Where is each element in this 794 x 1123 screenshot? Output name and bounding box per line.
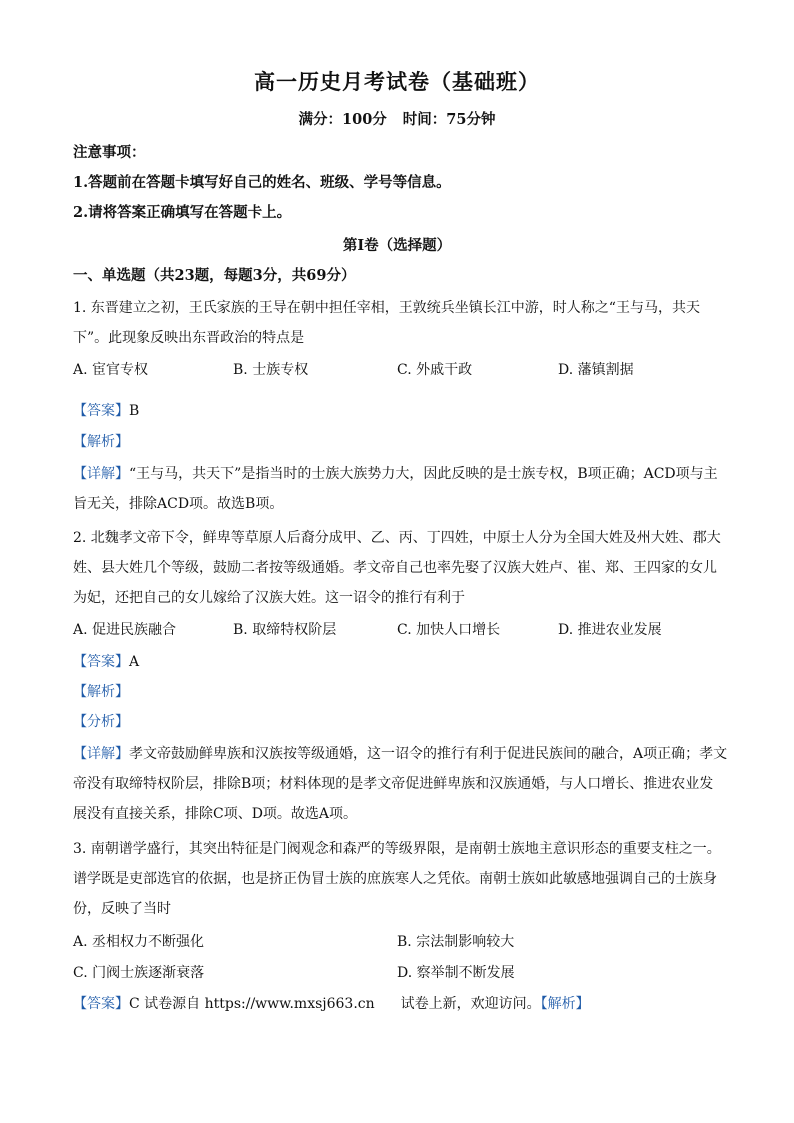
question-2-option-b: B. 取缔特权阶层 [233,622,337,638]
question-3-line-2: 谱学既是吏部选官的依据，也是挤正伪冒士族的庶族寒人之凭依。南朝士族如此敏感地强调自己的士族身 [73,871,717,887]
question-2-line-1: 2. 北魏孝文帝下令，鲜卑等草原人后裔分成甲、乙、丙、丁四姓，中原士人分为全国大姓及州大姓、郡大 [73,530,721,546]
question-2-option-c: C. 加快人口增长 [397,622,501,638]
notice-item-2: 2.请将答案正确填写在答题卡上。 [73,204,292,221]
question-3-option-a: A. 丞相权力不断强化 [73,934,205,950]
page-title: 高一历史月考试卷（基础班） [254,69,540,94]
question-2-option-d: D. 推进农业发展 [558,622,662,638]
question-2-answer [73,651,139,671]
question-2-line-2: 姓、县大姓几个等级，鼓励二者按等级通婚。孝文帝自己也率先娶了汉族大姓卢、崔、郑、王四家的女儿 [73,560,717,576]
question-2-detail-line-2: 帝没有取缔特权阶层，排除B项；材料体现的是孝文帝促进鲜卑族和汉族通婚，与人口增长、推进农业发 [73,776,714,792]
question-1-detail-line-1 [73,463,718,483]
site-notice-text: 试卷上新，欢迎访问。 [400,996,541,1012]
question-3-option-c: C. 门阀士族逐渐衰落 [73,965,205,981]
notice-heading: 注意事项： [73,144,146,161]
score-label: 满分：100分 [298,111,387,128]
question-3-answer [73,993,590,1013]
question-2-analysis [73,681,129,701]
answer-tag: 【答案】 [73,996,129,1012]
question-1-option-b: B. 士族专权 [233,362,309,378]
answer-source-text: C 试卷源自 https://www.mxsj663.cn [129,996,375,1012]
question-3-option-b: B. 宗法制影响较大 [397,934,515,950]
answer-value: B [129,403,140,419]
detail-text: 孝文帝鼓励鲜卑族和汉族按等级通婚，这一诏令的推行有利于促进民族间的融合，A项正确；孝文 [129,746,728,762]
question-2-detail-line-1 [73,743,727,763]
detail-tag: 【详解】 [73,746,129,762]
question-2-line-3: 为妃，还把自己的女儿嫁给了汉族大姓。这一诏令的推行有利于 [73,590,465,606]
detail-text: “王与马，共天下”是指当时的士族大族势力大，因此反映的是士族专权，B项正确；ACD项与主 [129,466,718,482]
notice-item-1: 1.答题前在答题卡填写好自己的姓名、班级、学号等信息。 [73,174,451,191]
analysis-tag: 【解析】 [73,434,129,450]
answer-tag: 【答案】 [73,654,129,670]
question-2-fenxi [73,711,129,731]
question-1-line-1: 1. 东晋建立之初，王氏家族的王导在朝中担任宰相，王敦统兵坐镇长江中游，时人称之“王与马，共天 [73,300,700,316]
detail-tag: 【详解】 [73,466,129,482]
question-1-analysis [73,431,129,451]
fenxi-tag: 【分析】 [73,714,129,730]
analysis-tag: 【解析】 [540,996,590,1012]
section-title: 第Ⅰ卷（选择题） [342,237,452,254]
question-2-detail-line-3: 展没有直接关系，排除C项、D项。故选A项。 [73,806,358,822]
question-3-line-3: 份，反映了当时 [73,901,171,917]
time-label: 时间：75分钟 [402,111,496,128]
question-1-detail-line-2: 旨无关，排除ACD项。故选B项。 [73,496,284,512]
question-2-option-a: A. 促进民族融合 [73,622,177,638]
exam-info [0,108,794,129]
answer-value: A [129,654,140,670]
question-1-answer [73,400,139,420]
question-3-option-d: D. 察举制不断发展 [397,965,515,981]
analysis-tag: 【解析】 [73,684,129,700]
section-subtitle: 一、单选题（共23题，每题3分，共69分） [73,267,356,284]
question-1-option-a: A. 宦官专权 [73,362,149,378]
question-1-line-2: 下”。此现象反映出东晋政治的特点是 [73,330,305,346]
question-1-option-d: D. 藩镇割据 [558,362,634,378]
question-1-option-c: C. 外戚干政 [397,362,473,378]
question-3-line-1: 3. 南朝谱学盛行，其突出特征是门阀观念和森严的等级界限，是南朝士族地主意识形态的重要支柱之一。 [73,841,721,857]
answer-tag: 【答案】 [73,403,129,419]
